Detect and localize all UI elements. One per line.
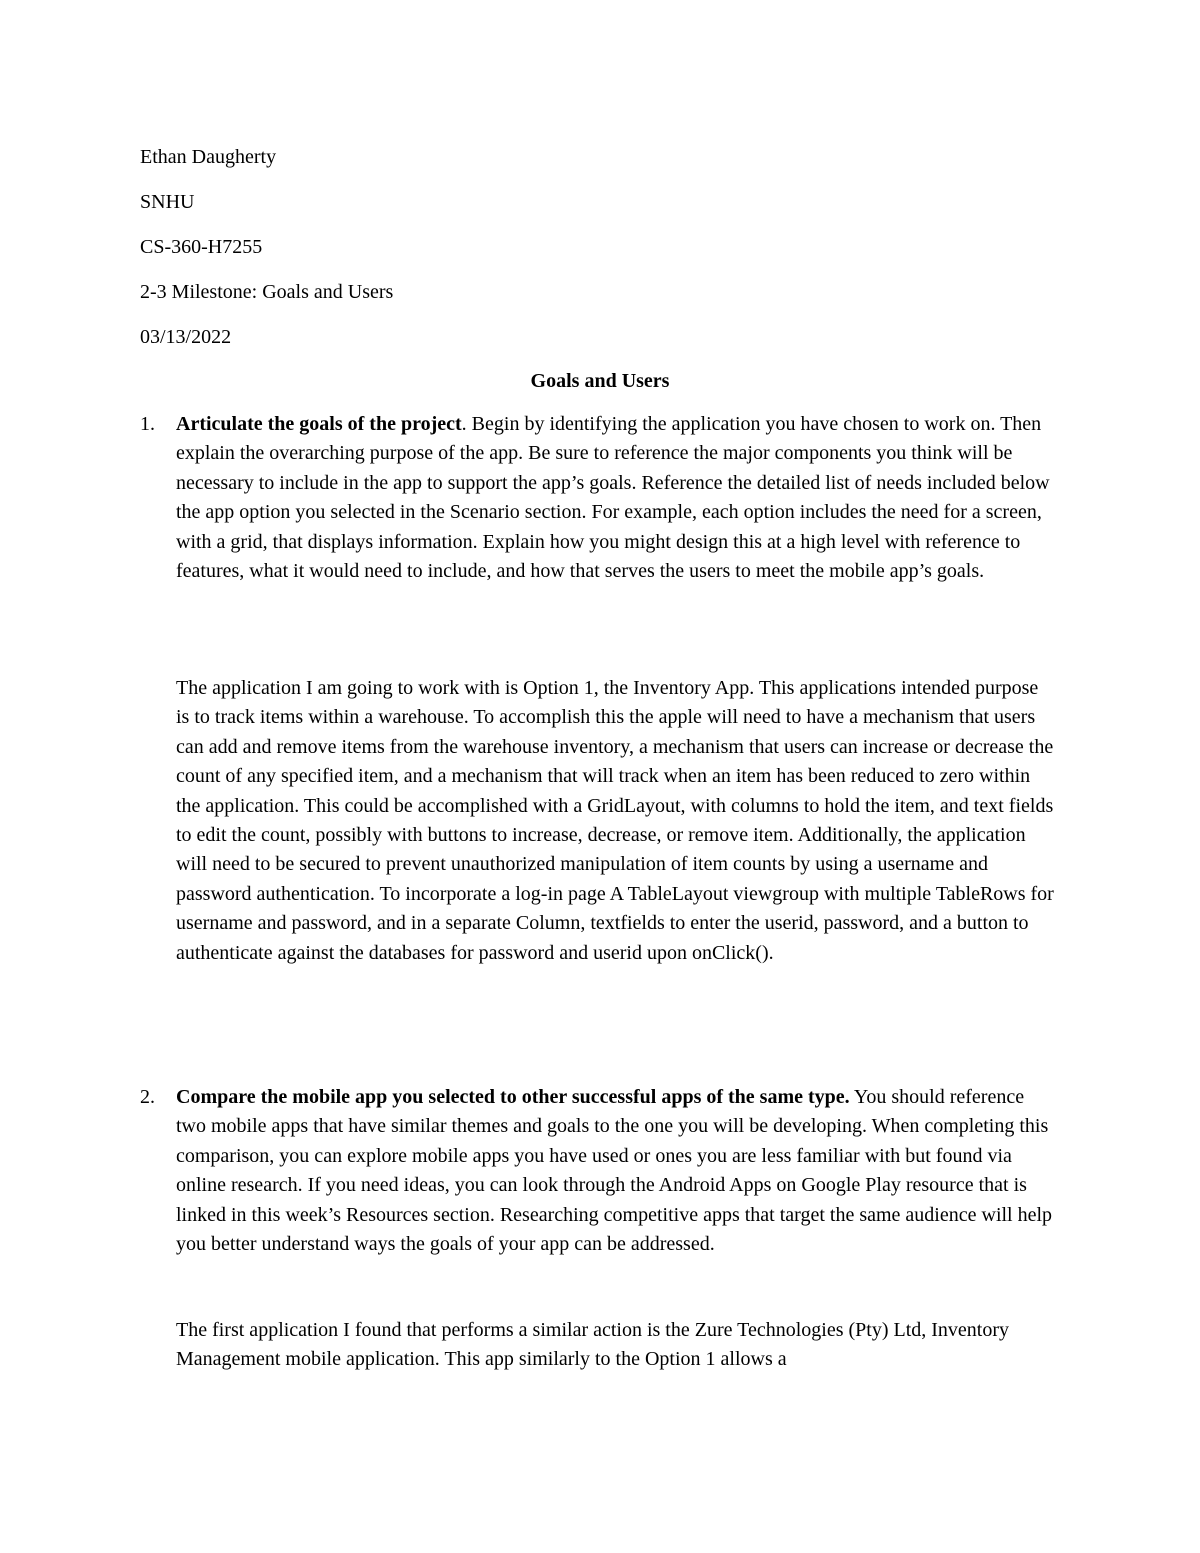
list-number-2: 2. bbox=[140, 1086, 155, 1108]
assignment-name: 2-3 Milestone: Goals and Users bbox=[140, 281, 394, 303]
answer-1: The application I am going to work with is Option 1, the Inventory App. This applications intended purpose is to track items within a warehouse. To accomplish this the apple will need to have a mechanism that users can add and remove items from the warehouse inventory, a mechanism that users can increase or decrease the count of any specified item, and a mechanism that will track when an item has been reduced to zero within the application. This could be accomplished with a GridLayout, with columns to hold the item, and text fields to edit the count, possibly with buttons to increase, decrease, or remove item. Additionally, the application will need to be secured to prevent unauthorized manipulation of item counts by using a username and password authentication. To incorporate a log-in page A TableLayout viewgroup with multiple TableRows for username and password, and in a separate Column, textfields to enter the userid, password, and a button to authenticate against the databases for password and userid upon onClick(). bbox=[176, 677, 1054, 964]
list-number-1: 1. bbox=[140, 413, 155, 435]
prompt-1 bbox=[176, 410, 1056, 586]
course-code: CS-360-H7255 bbox=[140, 236, 263, 258]
author-name: Ethan Daugherty bbox=[140, 146, 277, 168]
prompt-2 bbox=[176, 1083, 1056, 1259]
prompt-2-text: You should reference two mobile apps that have similar themes and goals to the one you will be developing. When completing this comparison, you can explore mobile apps you have used or ones you are less familiar with but found via online research. If you need ideas, you can look through the Android Apps on Google Play resource that is linked in this week’s Resources section. Researching competitive apps that target the same audience will help you better understand ways the goals of your app can be addressed. bbox=[176, 1086, 1053, 1256]
prompt-1-heading: Articulate the goals of the project bbox=[176, 413, 462, 435]
institution: SNHU bbox=[140, 191, 195, 213]
prompt-2-heading: Compare the mobile app you selected to other successful apps of the same type. bbox=[176, 1086, 850, 1108]
document-title: Goals and Users bbox=[530, 370, 670, 392]
prompt-1-text: . Begin by identifying the application you have chosen to work on. Then explain the overarching purpose of the app. Be sure to reference the major components you think will be necessary to include in the app to support the app’s goals. Reference the detailed list of needs included below the app option you selected in the Scenario section. For example, each option includes the need for a screen, with a grid, that displays information. Explain how you might design this at a high level with reference to features, what it would need to include, and how that serves the users to meet the mobile app’s goals. bbox=[176, 413, 1050, 583]
answer-2: The first application I found that performs a similar action is the Zure Technologies (Pty) Ltd, Inventory Management mobile application. This app similarly to the Option 1 allows a bbox=[176, 1319, 1010, 1371]
document-date: 03/13/2022 bbox=[140, 326, 232, 348]
